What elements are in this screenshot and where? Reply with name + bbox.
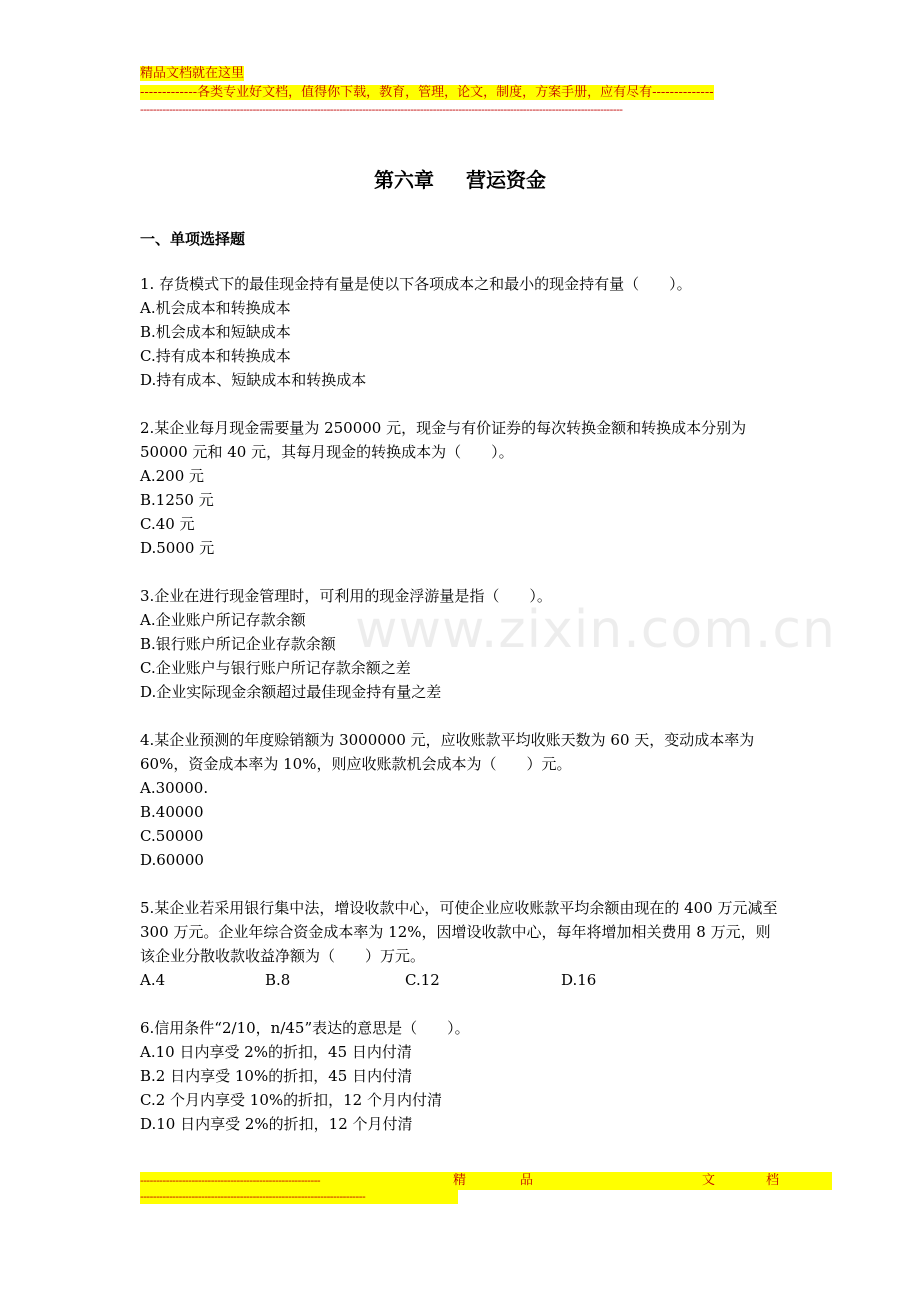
- question-stem: 6.信用条件“2/10，n/45”表达的意思是（ ）。: [140, 1019, 470, 1037]
- header-slogan: 精品文档就在这里: [140, 66, 245, 81]
- question-3: [140, 584, 785, 704]
- chapter-name: 营运资金: [466, 168, 546, 192]
- option-a: A.企业账户所记存款余额: [140, 611, 306, 629]
- footer-row: [140, 1172, 832, 1190]
- option-c: C.40 元: [140, 515, 195, 533]
- footer-banner: [140, 1172, 832, 1204]
- option-c: C.2 个月内享受 10%的折扣，12 个月内付清: [140, 1091, 442, 1109]
- footer-dashes: --------------------------------------------------------: [140, 1174, 321, 1187]
- question-stem: 3.企业在进行现金管理时，可利用的现金浮游量是指（ ）。: [140, 587, 552, 605]
- question-2: [140, 416, 785, 560]
- chapter-number: 第六章: [374, 168, 434, 192]
- header-banner-text: -------------各类专业好文档，值得你下载，教育，管理，论文，制度，方案手册，应有尽有--------------: [140, 85, 714, 100]
- question-stem: 1. 存货模式下的最佳现金持有量是使以下各项成本之和最小的现金持有量（ ）。: [140, 275, 692, 293]
- option-a: A.4: [140, 971, 166, 989]
- watermark: www.zixin.com.cn: [355, 600, 836, 660]
- option-b: B.8: [265, 971, 291, 989]
- option-b: B.机会成本和短缺成本: [140, 323, 291, 341]
- footer-dash-line: ----------------------------------------------------------------------: [140, 1190, 458, 1204]
- option-d: D.10 日内享受 2%的折扣，12 个月付清: [140, 1115, 413, 1133]
- question-stem: 5.某企业若采用银行集中法，增设收款中心，可使企业应收账款平均余额由现在的 400 万元减至 300 万元。企业年综合资金成本率为 12%，因增设收款中心，每年将增加相关费用 8 万元，则该企业分散收款收益净额为（ ）万元。: [140, 899, 778, 965]
- footer-char-2: 品: [520, 1173, 534, 1188]
- option-a: A.200 元: [140, 467, 204, 485]
- option-c: C.企业账户与银行账户所记存款余额之差: [140, 659, 411, 677]
- footer-char-1: 精: [453, 1173, 467, 1188]
- option-b: B.1250 元: [140, 491, 214, 509]
- option-a: A.30000.: [140, 779, 209, 797]
- question-stem: 4.某企业预测的年度赊销额为 3000000 元，应收账款平均收账天数为 60 天，变动成本率为 60%，资金成本率为 10%，则应收账款机会成本为（ ）元。: [140, 731, 755, 773]
- footer-char-3: 文: [702, 1173, 716, 1188]
- option-d: D.16: [561, 971, 597, 989]
- header-banner: [140, 85, 714, 101]
- question-4: [140, 728, 785, 872]
- question-list: [140, 272, 785, 1160]
- option-c: C.50000: [140, 827, 204, 845]
- section-heading: 一、单项选择题: [140, 230, 246, 248]
- option-b: B.40000: [140, 803, 204, 821]
- chapter-title: [0, 164, 920, 193]
- option-d: D.60000: [140, 851, 204, 869]
- footer-char-4: 档: [766, 1173, 780, 1188]
- question-5: [140, 896, 785, 992]
- option-b: B.2 日内享受 10%的折扣，45 日内付清: [140, 1067, 413, 1085]
- option-c: C.12: [405, 971, 440, 989]
- question-stem: 2.某企业每月现金需要量为 250000 元，现金与有价证券的每次转换金额和转换成本分别为 50000 元和 40 元，其每月现金的转换成本为（ ）。: [140, 419, 747, 461]
- option-c: C.持有成本和转换成本: [140, 347, 291, 365]
- header-dash-line: ------------------------------------------------------------------------------------------------------------------------------------------------------: [140, 103, 623, 116]
- option-a: A.10 日内享受 2%的折扣，45 日内付清: [140, 1043, 412, 1061]
- question-1: [140, 272, 785, 392]
- option-b: B.银行账户所记企业存款余额: [140, 635, 336, 653]
- header-top-line: [140, 66, 244, 82]
- option-d: D.5000 元: [140, 539, 215, 557]
- question-6: [140, 1016, 785, 1136]
- option-row: [140, 968, 785, 992]
- option-a: A.机会成本和转换成本: [140, 299, 291, 317]
- option-d: D.持有成本、短缺成本和转换成本: [140, 371, 367, 389]
- option-d: D.企业实际现金余额超过最佳现金持有量之差: [140, 683, 442, 701]
